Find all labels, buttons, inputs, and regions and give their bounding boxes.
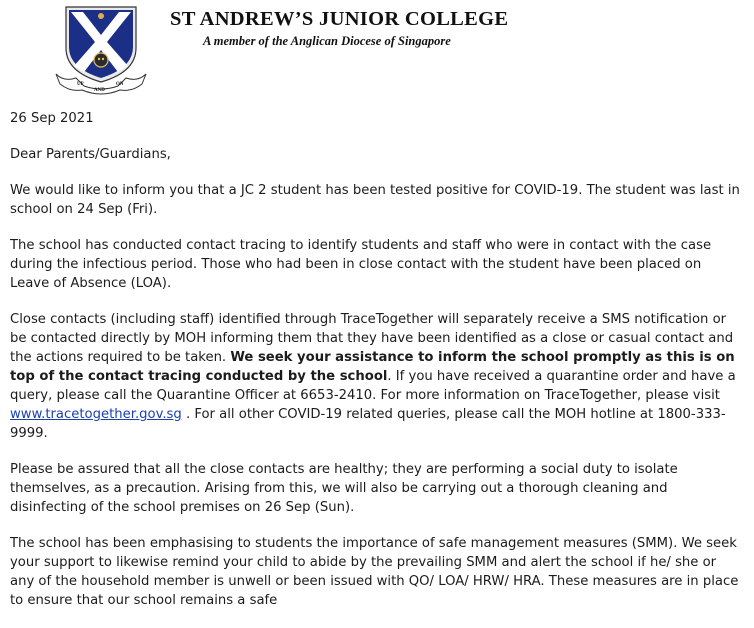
paragraph-5: The school has been emphasising to students the importance of safe management measures (SMM). We seek your support to likewise remind your child to abide by the prevailing SMM and alert the school if he/ she or any of the household member is unwell or been issued with QO/ LOA/ HRW/ HRA. These measures are in place to ensure that our school remains a safe — [10, 536, 739, 608]
letter-body — [10, 109, 740, 627]
paragraph-3-part-a: Close contacts (including staff) identified through TraceTogether will separately receive a SMS notification or be contacted directly by MOH informing them that they have been identified as a close or casual contact and the actions required to be taken. — [10, 312, 734, 365]
paragraph-3 — [10, 310, 740, 443]
motto-word-2: AND — [94, 88, 105, 93]
paragraph-1: We would like to inform you that a JC 2 student has been tested positive for COVID-19. The student was last in school on 24 Sep (Fri). — [10, 183, 740, 217]
motto-word-1: UP — [77, 82, 84, 87]
motto-word-3: ON — [116, 82, 124, 87]
letter-date: 26 Sep 2021 — [10, 111, 94, 126]
tracetogether-link[interactable]: www.tracetogether.gov.sg — [10, 407, 182, 422]
paragraph-3-part-b: . If you have received a quarantine order and have a query, please call the Quarantine Officer at 6653-2410. For more information on TraceTogether, please visit — [10, 369, 736, 403]
school-subtitle: A member of the Anglican Diocese of Singapore — [203, 34, 451, 48]
paragraph-4: Please be assured that all the close contacts are healthy; they are performing a social duty to isolate themselves, as a precaution. Arising from this, we will also be carrying out a thorough cleaning and disinfecting of the school premises on 26 Sep (Sun). — [10, 462, 678, 515]
paragraph-3-part-c: . For all other COVID-19 related queries, please call the MOH hotline at 1800-333-9999. — [10, 407, 726, 441]
paragraph-2: The school has conducted contact tracing to identify students and staff who were in contact with the case during the infectious period. Those who had been in close contact with the student have been placed on Leave of Absence (LOA). — [10, 238, 712, 291]
letter-salutation: Dear Parents/Guardians, — [10, 147, 171, 162]
paragraph-3-bold: We seek your assistance to inform the school promptly as this is on top of the contact tracing conducted by the school — [10, 350, 735, 384]
letterhead — [0, 0, 754, 100]
school-crest-icon — [54, 2, 148, 98]
school-name: ST ANDREW’S JUNIOR COLLEGE — [170, 8, 509, 30]
